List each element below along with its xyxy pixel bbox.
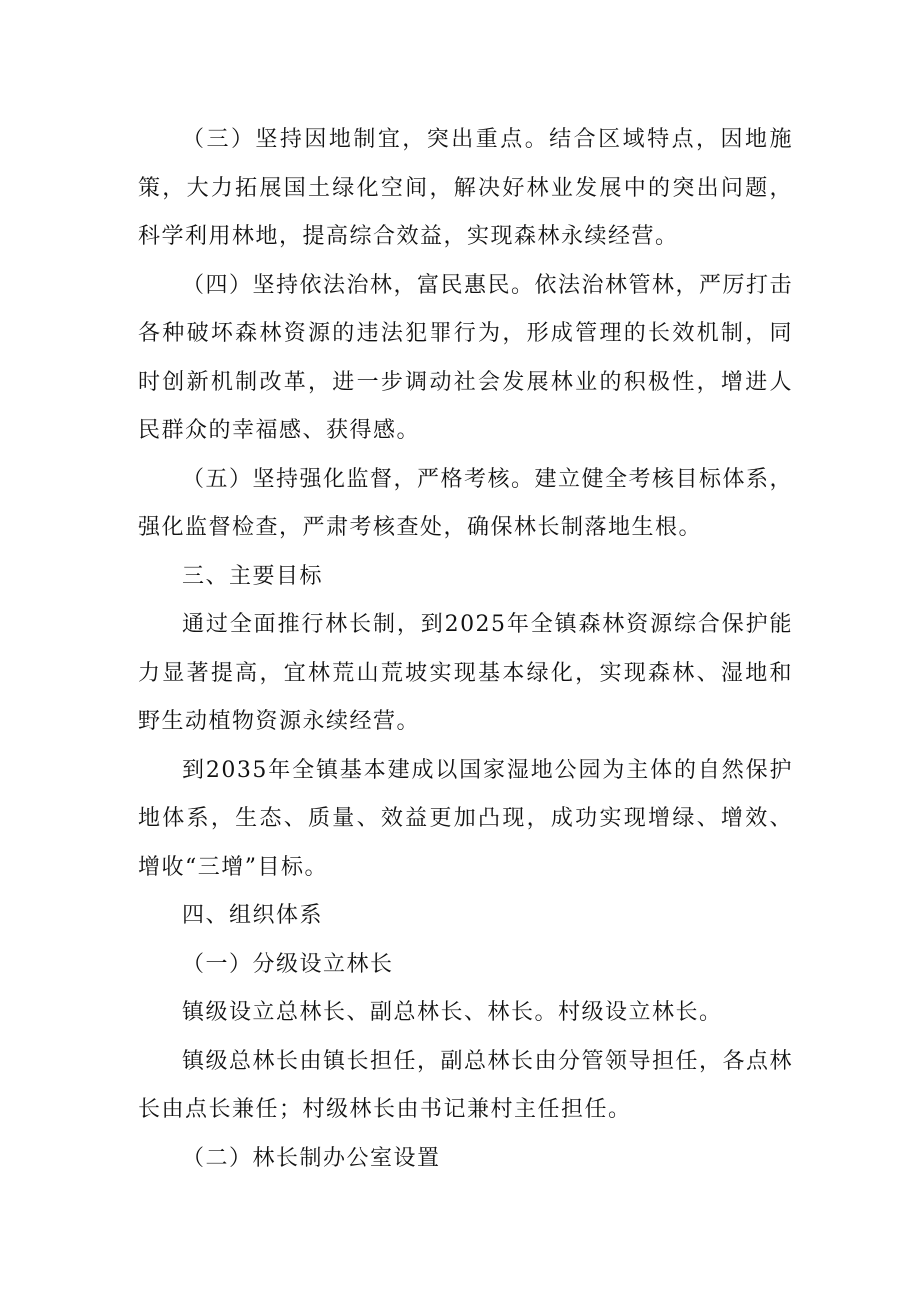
subheading-forest-chiefs: （一）分级设立林长 [182, 951, 394, 977]
section-heading-main-goals: 三、主要目标 [182, 563, 324, 589]
subheading-office-setup: （二）林长制办公室设置 [182, 1145, 441, 1171]
document-body [138, 116, 793, 1183]
paragraph-principle-5: （五）坚持强化监督，严格考核。建立健全考核目标体系，强化监督检查，严肃考核查处，确保林长制落地生根。 [138, 466, 794, 540]
paragraph-goal-2035: 到2035年全镇基本建成以国家湿地公园为主体的自然保护地体系，生态、质量、效益更加凸现，成功实现增绿、增效、增收“三增”目标。 [138, 757, 793, 880]
paragraph-principle-4: （四）坚持依法治林，富民惠民。依法治林管林，严厉打击各种破坏森林资源的违法犯罪行为，形成管理的长效机制，同时创新机制改革，进一步调动社会发展林业的积极性，增进人民群众的幸福感、获得感。 [138, 272, 794, 443]
paragraph-principle-3: （三）坚持因地制宜，突出重点。结合区域特点，因地施策，大力拓展国土绿化空间，解决好林业发展中的突出问题，科学利用林地，提高综合效益，实现森林永续经营。 [138, 127, 793, 249]
section-heading-organization: 四、组织体系 [182, 903, 324, 928]
paragraph-goal-2025: 通过全面推行林长制，到2025年全镇森林资源综合保护能力显著提高，宜林荒山荒坡实现基本绿化，实现森林、湿地和野生动植物资源永续经营。 [138, 612, 793, 734]
paragraph-chief-roles: 镇级总林长由镇长担任，副总林长由分管领导担任，各点林长由点长兼任；村级林长由书记兼村主任担任。 [138, 1048, 794, 1122]
paragraph-chief-levels: 镇级设立总林长、副总林长、林长。村级设立林长。 [182, 1000, 723, 1025]
